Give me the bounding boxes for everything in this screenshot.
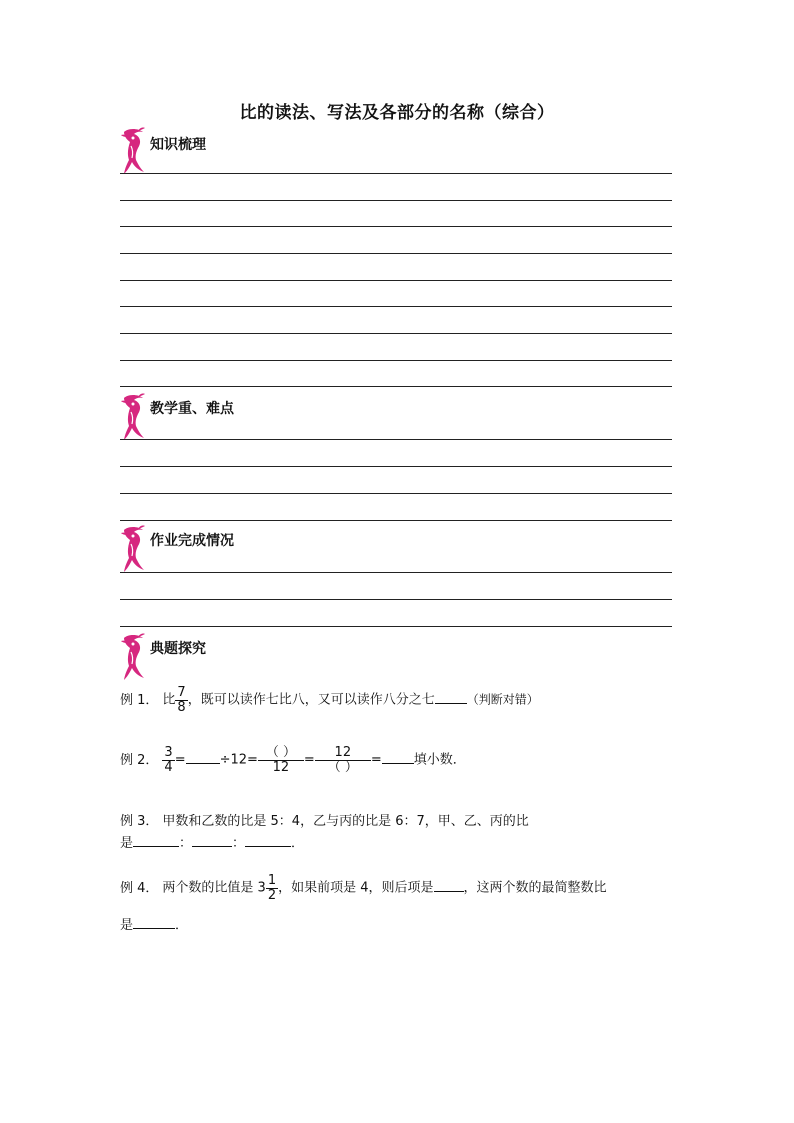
answer-blank[interactable] xyxy=(435,691,467,704)
writing-line xyxy=(120,200,672,201)
example-2 xyxy=(120,746,466,774)
example-number: 例 3． xyxy=(120,814,159,829)
equals-sign: = xyxy=(370,752,382,768)
writing-line xyxy=(120,493,672,494)
equals-sign: = xyxy=(303,752,315,768)
answer-blank[interactable] xyxy=(192,834,232,847)
writing-line xyxy=(120,280,672,281)
example-text: ÷12= xyxy=(219,752,258,768)
example-text: 两个数的比值是 3 xyxy=(162,880,266,896)
writing-line xyxy=(120,520,672,521)
numerator: 12 xyxy=(315,746,371,761)
example-text: 比 xyxy=(162,692,176,708)
dolphin-icon xyxy=(118,524,146,574)
writing-line xyxy=(120,626,672,627)
section-header-key-points xyxy=(118,392,418,442)
answer-blank[interactable] xyxy=(133,916,175,929)
example-text: 是 xyxy=(120,836,134,851)
fraction xyxy=(258,746,304,774)
answer-blank[interactable] xyxy=(186,751,220,764)
example-4 xyxy=(120,874,607,902)
writing-line xyxy=(120,306,672,307)
section-label: 典题探究 xyxy=(150,641,206,657)
page-title: 比的读法、写法及各部分的名称（综合） xyxy=(239,103,555,123)
writing-line xyxy=(120,599,672,600)
example-3 xyxy=(120,810,529,829)
example-4-line-2 xyxy=(120,914,188,933)
writing-line xyxy=(120,386,672,387)
denominator: （ ） xyxy=(327,759,358,775)
writing-line xyxy=(120,253,672,254)
answer-blank[interactable] xyxy=(245,834,291,847)
dolphin-icon xyxy=(118,632,146,682)
example-text: ，如果前项是 4，则后项是 xyxy=(278,880,434,896)
denominator: 2 xyxy=(267,887,277,903)
example-text: 甲数和乙数的比是 5：4，乙与丙的比是 6：7，甲、乙、丙的比 xyxy=(162,814,529,829)
writing-line xyxy=(120,226,672,227)
writing-line xyxy=(120,333,672,334)
period: ． xyxy=(175,918,189,933)
example-hint: （判断对错） xyxy=(466,692,539,707)
fraction xyxy=(162,746,174,774)
section-header-knowledge xyxy=(118,126,418,176)
section-header-homework xyxy=(118,524,418,574)
answer-blank[interactable] xyxy=(133,834,179,847)
denominator: 4 xyxy=(164,759,173,775)
fraction xyxy=(175,686,187,714)
section-label: 作业完成情况 xyxy=(150,533,234,549)
section-label: 知识梳理 xyxy=(150,137,206,153)
writing-line xyxy=(120,466,672,467)
numerator: 1 xyxy=(267,873,277,888)
example-number: 例 2． xyxy=(120,752,159,768)
numerator: 3 xyxy=(164,745,173,760)
section-header-examples xyxy=(118,632,418,682)
fraction xyxy=(315,746,371,774)
example-text: 是 xyxy=(120,918,134,933)
fraction xyxy=(266,874,278,902)
example-number: 例 4． xyxy=(120,880,159,896)
writing-line xyxy=(120,439,672,440)
colon: ： xyxy=(179,836,193,851)
answer-blank[interactable] xyxy=(434,879,464,892)
example-1 xyxy=(120,686,539,714)
equals-sign: = xyxy=(174,752,186,768)
denominator: 12 xyxy=(272,759,290,775)
section-label: 教学重、难点 xyxy=(150,401,234,417)
numerator: 7 xyxy=(177,685,186,700)
answer-blank[interactable] xyxy=(382,751,414,764)
example-text: ，这两个数的最简整数比 xyxy=(463,880,607,896)
writing-line xyxy=(120,360,672,361)
dolphin-icon xyxy=(118,126,146,176)
denominator: 8 xyxy=(177,699,186,715)
period: ． xyxy=(291,836,305,851)
numerator: （ ） xyxy=(258,746,304,761)
dolphin-icon xyxy=(118,392,146,442)
colon: ： xyxy=(232,836,246,851)
example-text: ，既可以读作七比八，又可以读作八分之七 xyxy=(187,692,435,708)
example-3-line-2 xyxy=(120,832,304,851)
example-number: 例 1． xyxy=(120,692,159,708)
writing-line xyxy=(120,173,672,174)
writing-line xyxy=(120,572,672,573)
example-text: 填小数． xyxy=(413,752,466,768)
